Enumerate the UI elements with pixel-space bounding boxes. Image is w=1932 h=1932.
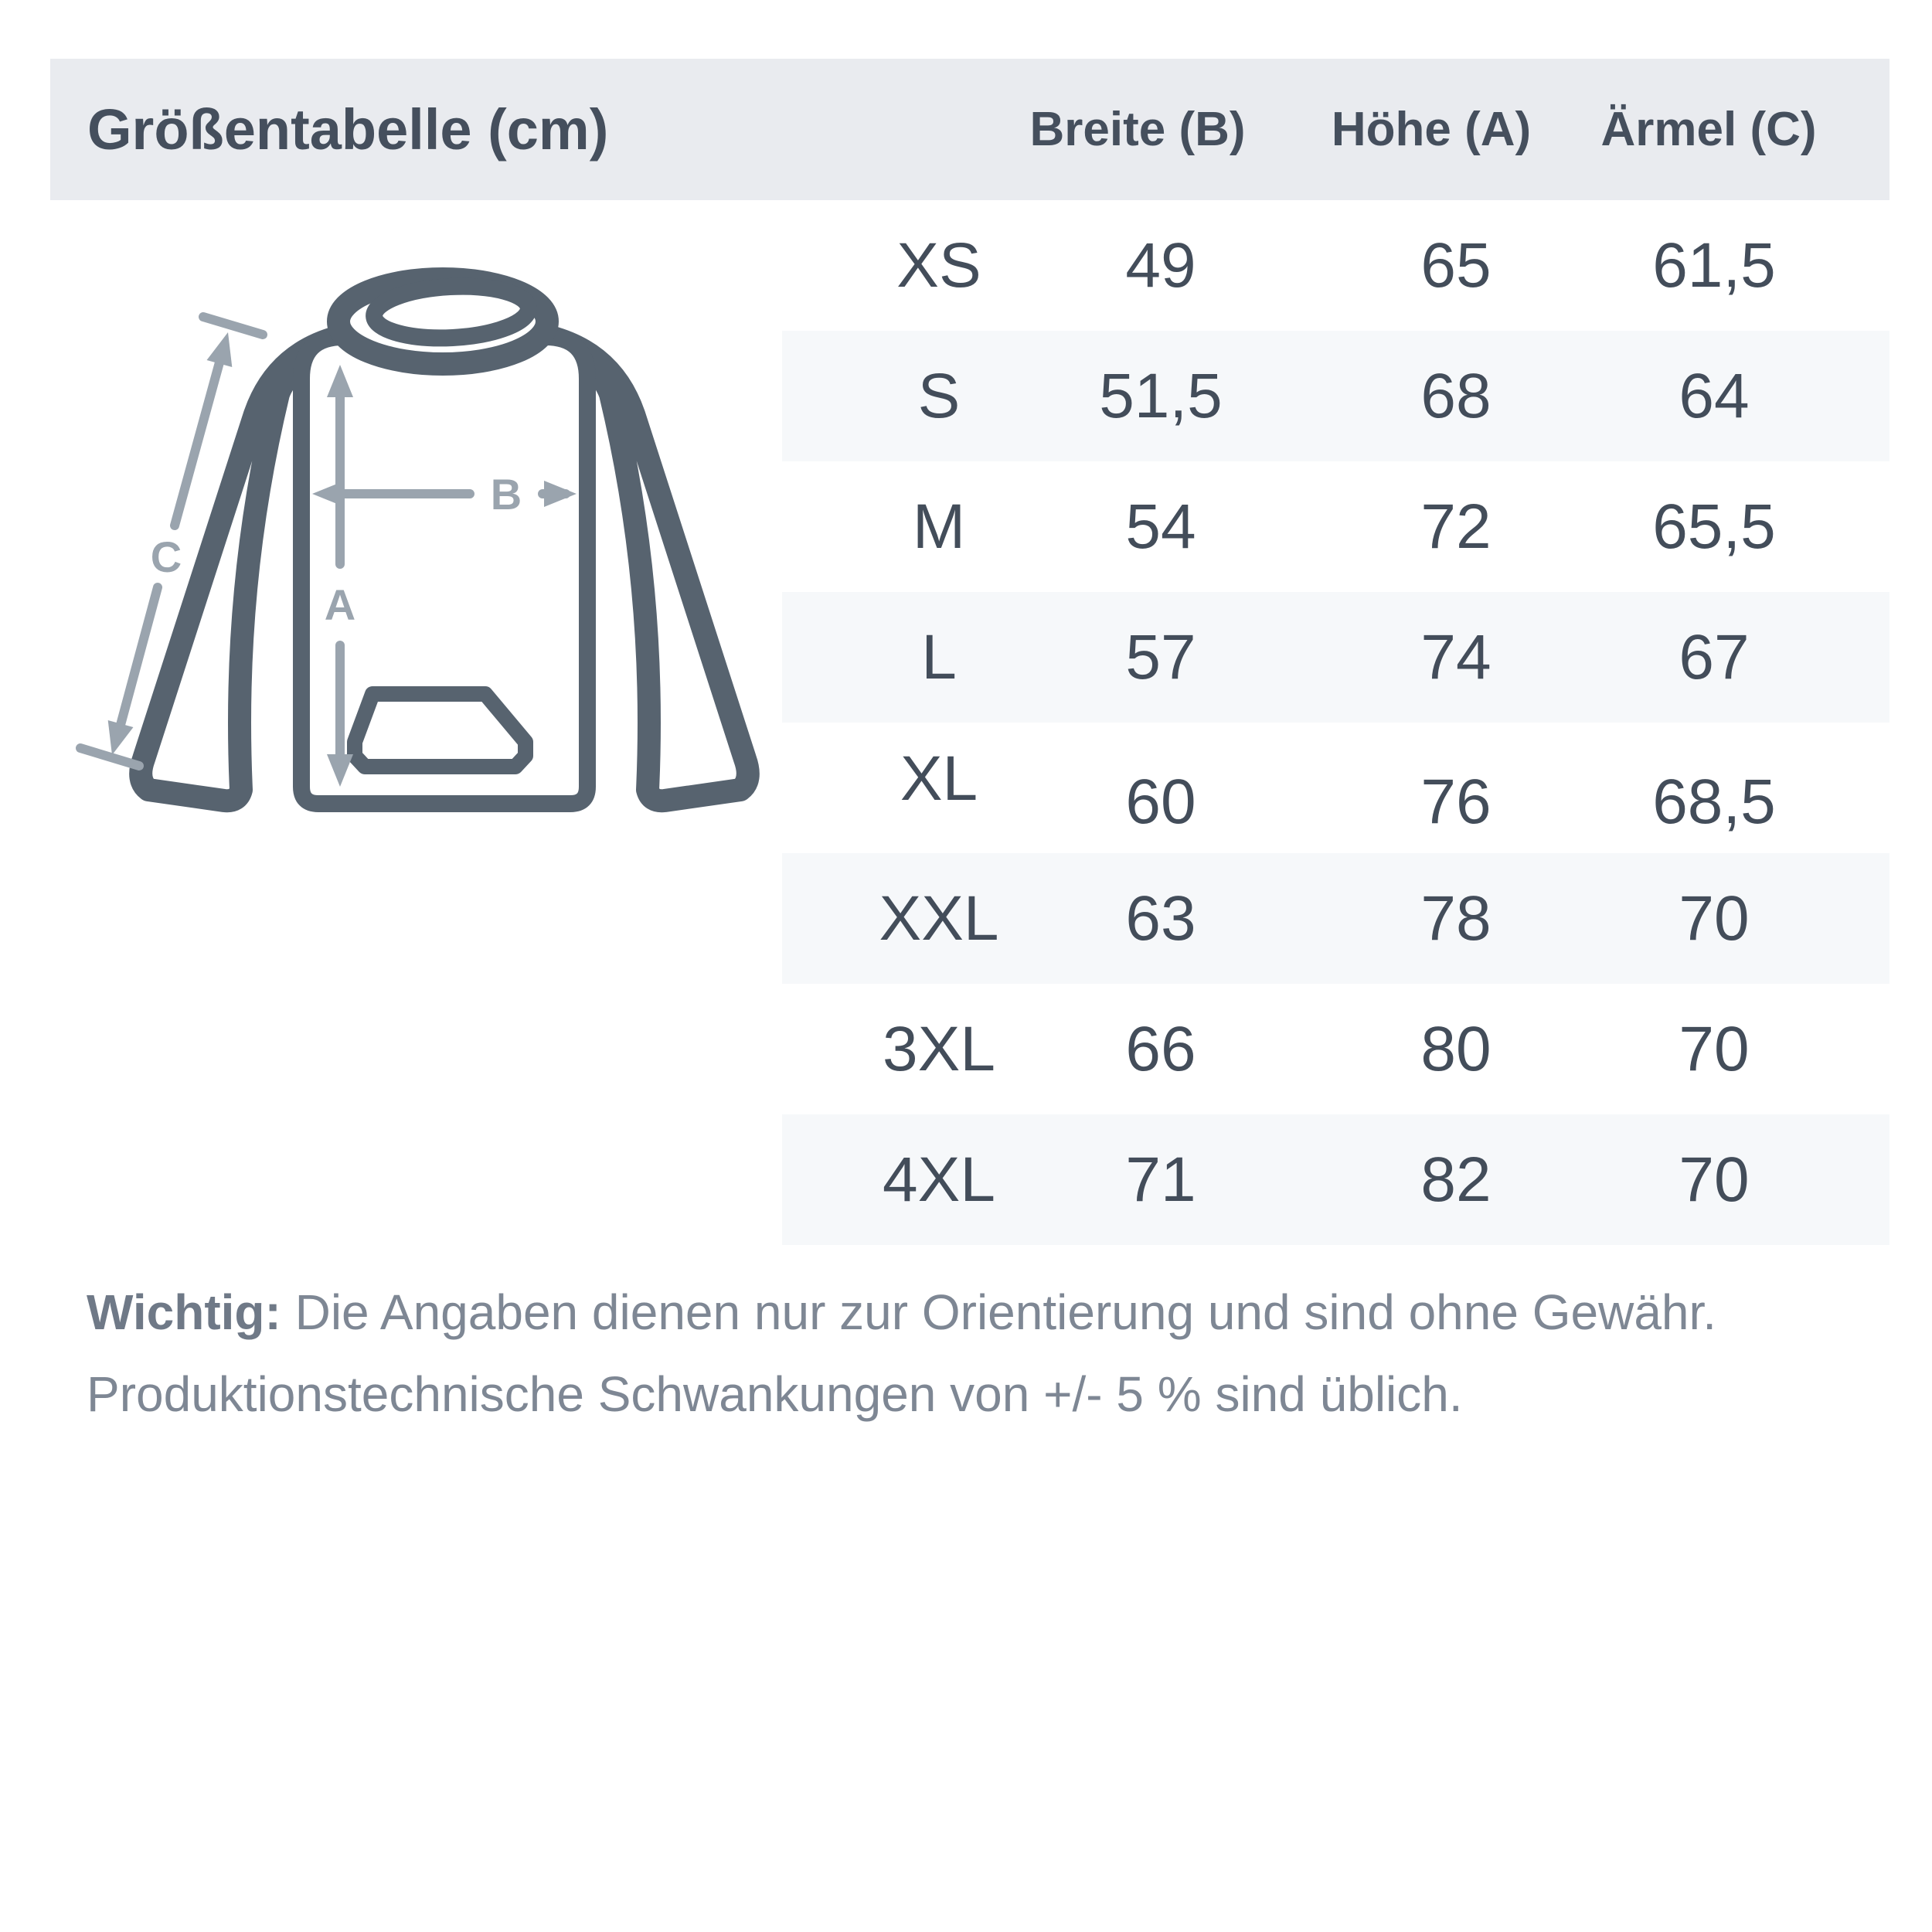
column-header-aermel: Ärmel (C) (1600, 103, 1817, 156)
size-cell: XL (900, 743, 978, 814)
table-row (782, 1114, 1889, 1245)
table-row (782, 200, 1889, 331)
table-row (782, 592, 1889, 723)
table-row (782, 853, 1889, 984)
hoehe-value-cell: 65 (1420, 230, 1492, 301)
size-cell: 3XL (883, 1014, 995, 1084)
table-row (782, 461, 1889, 592)
hoehe-value-cell: 72 (1420, 492, 1492, 562)
size-cell: XXL (879, 883, 999, 954)
hoodie-pocket (355, 694, 526, 767)
table-row (782, 723, 1889, 853)
hoehe-value-cell: 76 (1420, 767, 1492, 837)
breite-value-cell: 60 (1125, 767, 1196, 837)
footer-line-2: Produktionstechnische Schwankungen von +/- 5 % sind üblich. (87, 1366, 1463, 1422)
page-title: Größentabelle (cm) (87, 97, 609, 162)
size-cell: 4XL (883, 1145, 995, 1215)
table-row (782, 984, 1889, 1114)
dimension-a-label: A (324, 580, 356, 629)
hoehe-value-cell: 80 (1420, 1014, 1492, 1084)
breite-value-cell: 51,5 (1099, 361, 1223, 431)
size-table (782, 200, 1889, 1245)
column-header-breite: Breite (B) (1029, 103, 1246, 156)
footer-note (87, 1271, 1887, 1435)
size-cell: M (912, 492, 966, 562)
size-cell: L (921, 622, 957, 692)
dimension-b-label: B (490, 470, 522, 519)
size-cell: S (917, 361, 961, 431)
aermel-value-cell: 65,5 (1652, 492, 1776, 562)
table-row (782, 331, 1889, 461)
hoodie-diagram-icon (39, 189, 796, 1020)
breite-value-cell: 71 (1125, 1145, 1196, 1215)
aermel-value-cell: 70 (1679, 883, 1750, 954)
breite-value-cell: 54 (1125, 492, 1196, 562)
aermel-value-cell: 70 (1679, 1145, 1750, 1215)
dimension-c-label: C (150, 532, 182, 581)
aermel-value-cell: 61,5 (1652, 230, 1776, 301)
breite-value-cell: 49 (1125, 230, 1196, 301)
aermel-value-cell: 67 (1679, 622, 1750, 692)
breite-value-cell: 66 (1125, 1014, 1196, 1084)
aermel-value-cell: 68,5 (1652, 767, 1776, 837)
footer-important-label: Wichtig: (87, 1284, 281, 1340)
aermel-value-cell: 64 (1679, 361, 1750, 431)
size-chart-header (50, 59, 1889, 200)
column-header-hoehe: Höhe (A) (1331, 103, 1532, 156)
footer-line-1 (87, 1271, 1887, 1353)
hoehe-value-cell: 82 (1420, 1145, 1492, 1215)
hoehe-value-cell: 68 (1420, 361, 1492, 431)
size-cell: XS (896, 230, 981, 301)
hoehe-value-cell: 78 (1420, 883, 1492, 954)
hoehe-value-cell: 74 (1420, 622, 1492, 692)
breite-value-cell: 57 (1125, 622, 1196, 692)
breite-value-cell: 63 (1125, 883, 1196, 954)
aermel-value-cell: 70 (1679, 1014, 1750, 1084)
footer-line-1-text: Die Angaben dienen nur zur Orientierung und sind ohne Gewähr. (281, 1284, 1717, 1340)
